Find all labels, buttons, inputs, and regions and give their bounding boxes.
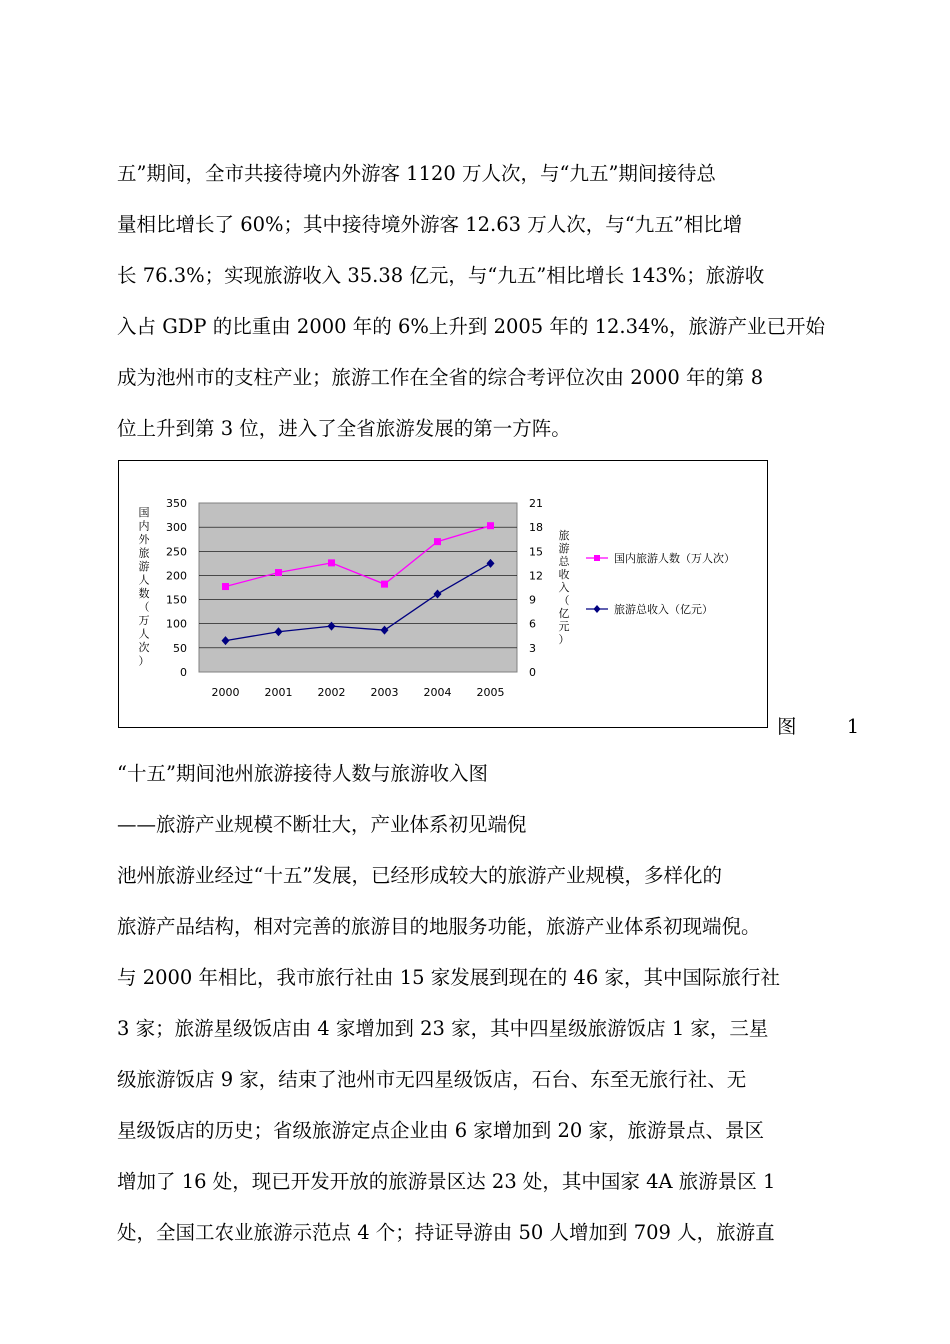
text-line: 五”期间，全市共接待境内外游客 1120 万人次，与“九五”期间接待总 xyxy=(117,162,716,185)
text-line: 3 家；旅游星级饭店由 4 家增加到 23 家，其中四星级旅游饭店 1 家，三星 xyxy=(117,1017,769,1040)
y-left-axis-label-char: 人 xyxy=(138,573,150,587)
y-left-axis-label-char: 旅 xyxy=(138,546,150,560)
y-left-tick-label: 0 xyxy=(180,666,187,679)
plot-area xyxy=(199,503,517,672)
y-right-axis-label-char: 总 xyxy=(558,555,570,568)
y-right-tick-label: 21 xyxy=(529,497,543,510)
data-point xyxy=(434,538,441,545)
chart-figure xyxy=(118,460,768,728)
x-tick-label: 2003 xyxy=(370,686,399,699)
text-line: 级旅游饭店 9 家，结束了池州市无四星级饭店，石台、东至无旅行社、无 xyxy=(117,1068,747,1091)
text-line: 池州旅游业经过“十五”发展，已经形成较大的旅游产业规模，多样化的 xyxy=(117,864,722,887)
legend-marker xyxy=(594,605,601,613)
y-right-tick-label: 18 xyxy=(529,521,543,535)
y-left-axis-label-char: ） xyxy=(138,654,150,668)
text-line: 与 2000 年相比，我市旅行社由 15 家发展到现在的 46 家，其中国际旅行社 xyxy=(117,966,780,989)
y-right-axis-label-char: 游 xyxy=(558,542,570,555)
y-left-tick-label: 200 xyxy=(166,569,187,583)
x-tick-label: 2001 xyxy=(264,686,293,699)
text-line: 旅游产品结构，相对完善的旅游目的地服务功能，旅游产业体系初现端倪。 xyxy=(117,915,761,938)
data-point xyxy=(275,569,282,576)
section-subheading: ——旅游产业规模不断壮大，产业体系初见端倪 xyxy=(117,813,527,836)
x-tick-label: 2000 xyxy=(211,686,240,699)
y-right-tick-label: 6 xyxy=(529,617,536,631)
y-left-tick-label: 150 xyxy=(166,593,187,607)
y-left-tick-label: 100 xyxy=(166,617,187,631)
y-left-axis-label-char: 游 xyxy=(138,560,150,573)
y-left-tick-label: 300 xyxy=(166,521,187,535)
data-point xyxy=(487,522,494,529)
legend-label: 旅游总收入（亿元） xyxy=(614,603,713,616)
text-line: 星级饭店的历史；省级旅游定点企业由 6 家增加到 20 家，旅游景点、景区 xyxy=(117,1119,765,1142)
data-point xyxy=(328,559,335,566)
y-left-axis-label-char: 人 xyxy=(138,627,150,641)
y-right-tick-label: 0 xyxy=(529,666,536,679)
y-left-tick-label: 250 xyxy=(166,545,187,559)
x-tick-label: 2004 xyxy=(423,686,452,699)
y-right-tick-label: 3 xyxy=(529,641,536,655)
y-left-axis-label-char: 外 xyxy=(138,533,150,546)
text-line: 长 76.3%；实现旅游收入 35.38 亿元，与“九五”相比增长 143%；旅游收 xyxy=(117,264,765,287)
text-line: 成为池州市的支柱产业；旅游工作在全省的综合考评位次由 2000 年的第 8 xyxy=(117,366,764,389)
x-tick-label: 2002 xyxy=(317,686,346,699)
data-point xyxy=(222,583,229,590)
y-left-axis-label-char: 万 xyxy=(138,614,150,627)
y-right-axis-label-char: （ xyxy=(558,594,570,607)
legend-marker xyxy=(594,555,600,561)
y-right-tick-label: 12 xyxy=(529,569,543,583)
text-line: 量相比增长了 60%；其中接待境外游客 12.63 万人次，与“九五”相比增 xyxy=(117,213,743,236)
y-right-axis-label-char: 亿 xyxy=(558,607,570,620)
text-line: 增加了 16 处，现已开发开放的旅游景区达 23 处，其中国家 4A 旅游景区 1 xyxy=(117,1170,776,1193)
y-left-tick-label: 350 xyxy=(166,497,187,510)
figure-caption: “十五”期间池州旅游接待人数与旅游收入图 xyxy=(117,762,488,785)
paragraph-intro xyxy=(117,148,837,454)
legend-label: 国内旅游人数（万人次） xyxy=(614,552,735,565)
x-tick-label: 2005 xyxy=(476,686,505,699)
y-right-axis-label-char: ） xyxy=(558,633,570,646)
y-left-axis-label-char: （ xyxy=(138,600,150,614)
text-line: 处，全国工农业旅游示范点 4 个；持证导游由 50 人增加到 709 人，旅游直 xyxy=(117,1221,775,1244)
y-left-axis-label-char: 次 xyxy=(138,641,150,654)
y-right-tick-label: 9 xyxy=(529,593,536,607)
text-line: 位上升到第 3 位，进入了全省旅游发展的第一方阵。 xyxy=(117,417,571,440)
data-point xyxy=(381,581,388,588)
paragraph-body xyxy=(117,850,837,1258)
y-right-tick-label: 15 xyxy=(529,545,543,559)
y-right-axis-label-char: 旅 xyxy=(558,529,570,542)
y-left-axis-label-char: 内 xyxy=(138,519,150,533)
y-left-axis-label-char: 国 xyxy=(138,506,150,519)
y-left-axis-label-char: 数 xyxy=(138,587,150,600)
figure-label: 图 1 xyxy=(777,715,882,738)
line-chart xyxy=(119,461,767,727)
y-right-axis-label-char: 元 xyxy=(558,620,570,633)
y-left-tick-label: 50 xyxy=(173,641,187,655)
y-right-axis-label-char: 收 xyxy=(558,568,570,581)
text-line: 入占 GDP 的比重由 2000 年的 6%上升到 2005 年的 12.34%，旅游产业已开始 xyxy=(117,315,825,338)
y-right-axis-label-char: 入 xyxy=(558,581,570,594)
